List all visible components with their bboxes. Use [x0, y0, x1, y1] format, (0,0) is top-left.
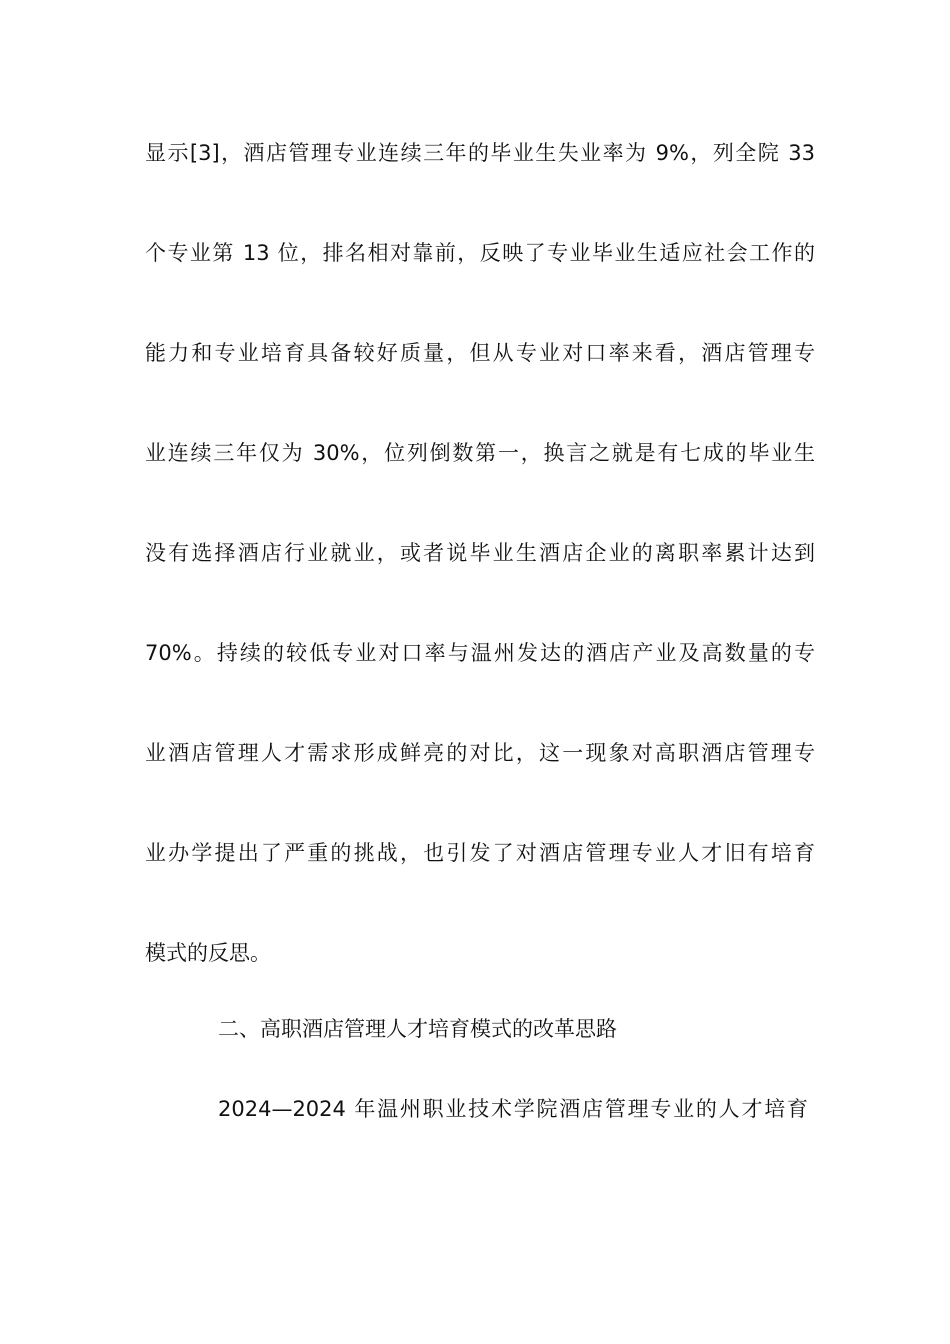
paragraph-line: 业办学提出了严重的挑战，也引发了对酒店管理专业人才旧有培育 [145, 841, 815, 865]
paragraph-line: 70%。持续的较低专业对口率与温州发达的酒店产业及高数量的专 [145, 641, 815, 665]
paragraph-line: 能力和专业培育具备较好质量，但从专业对口率来看，酒店管理专 [145, 341, 815, 365]
paragraph-line: 个专业第 13 位，排名相对靠前，反映了专业毕业生适应社会工作的 [145, 241, 815, 265]
paragraph-line: 显示[3]，酒店管理专业连续三年的毕业生失业率为 9%，列全院 33 [145, 141, 815, 165]
paragraph-first-line: 2024—2024 年温州职业技术学院酒店管理专业的人才培育 [218, 1097, 808, 1121]
paragraph-line-last: 模式的反思。 [145, 941, 271, 965]
section-heading: 二、高职酒店管理人才培育模式的改革思路 [218, 1017, 617, 1041]
paragraph-line: 业连续三年仅为 30%，位列倒数第一，换言之就是有七成的毕业生 [145, 441, 815, 465]
paragraph-line: 业酒店管理人才需求形成鲜亮的对比，这一现象对高职酒店管理专 [145, 741, 815, 765]
paragraph-line: 没有选择酒店行业就业，或者说毕业生酒店企业的离职率累计达到 [145, 541, 815, 565]
